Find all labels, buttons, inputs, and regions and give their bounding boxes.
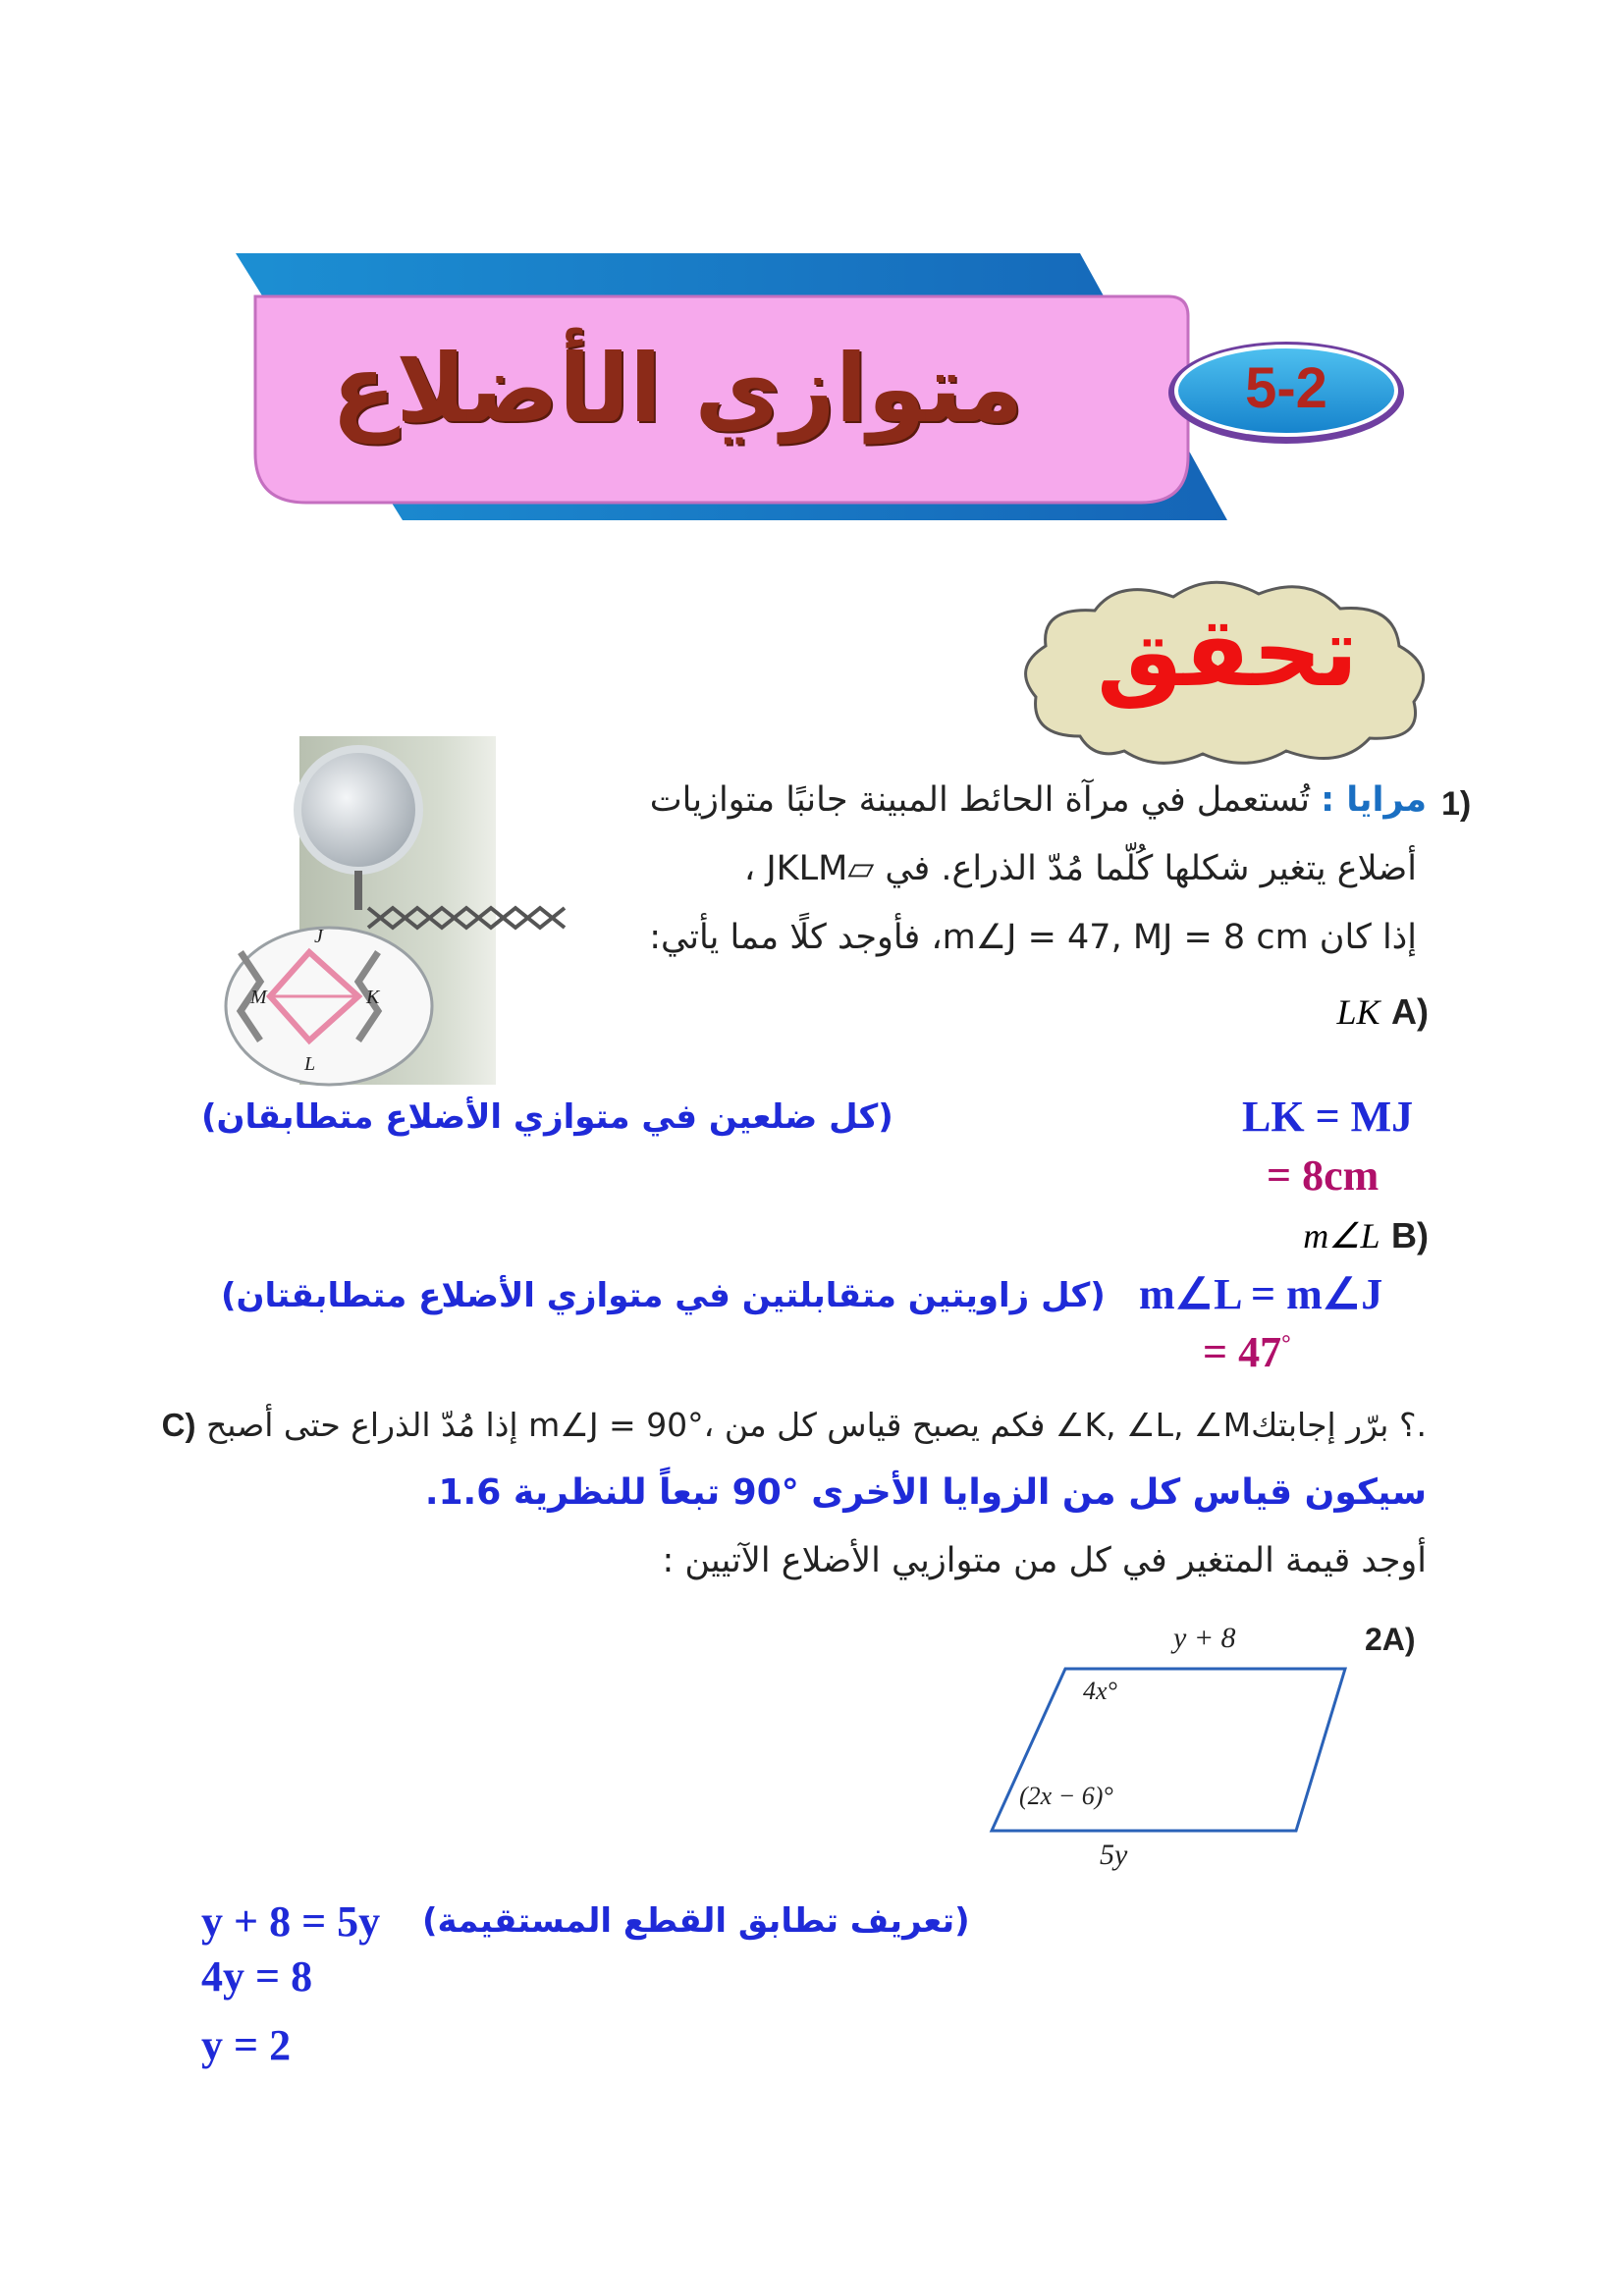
q1b-reason: (كل زاويتين متقابلتين في متوازي الأضلاع متطابقتان) [221,1276,1106,1315]
q1-line1 [650,780,1427,820]
q2-eq1: y + 8 = 5y [201,1897,381,1946]
figure-label-l: L [304,1053,316,1075]
q1c-prompt-text: إذا مُدّ الذراع حتى أصبح m∠J = 90°، فكم يصبح قياس كل من ∠K, ∠L, ∠M؟ برّر إجابتك. [205,1406,1427,1444]
q1a-eq2: = 8cm [1267,1151,1380,1200]
q1-line2: أضلاع يتغير شكلها كُلّما مُدّ الذراع. في ▱JKLM ، [743,849,1417,888]
fig-angle-bottom: (2x − 6)° [1019,1782,1113,1810]
degree-sign: ° [1281,1331,1291,1358]
q1b-marker: B) [1391,1215,1429,1255]
q1-number: 1) [1441,785,1472,823]
q1a-marker: A) [1391,991,1429,1032]
q1a-reason: (كل ضلعين في متوازي الأضلاع متطابقان) [201,1097,893,1137]
q1-line1-text: تُستعمل في مرآة الحائط المبينة جانبًا متوازيات [649,780,1310,820]
q1a-eq1: LK = MJ [1242,1093,1414,1141]
q1c-prompt [162,1406,1427,1444]
page-title: متوازي الأضلاع [331,334,1024,444]
q2-instruction: أوجد قيمة المتغير في كل من متوازيي الأضلاع الآتيين : [662,1541,1427,1580]
badge-label: تحقق [1096,597,1359,709]
fig-bottom-label: 5y [1100,1839,1128,1871]
q1b-prompt-text: m∠L [1303,1216,1380,1255]
q1-line3: إذا كان m∠J = 47, MJ = 8 cm، فأوجد كلًا مما يأتي: [649,918,1417,957]
fig-angle-top: 4x° [1083,1677,1117,1705]
fig-top-label: y + 8 [1173,1622,1236,1654]
q1b-prompt [1303,1215,1429,1256]
mirror-photo [211,736,589,1090]
q1c-marker: C) [161,1407,196,1443]
q1b-eq2-value: = 47 [1203,1328,1282,1376]
q1c-answer: سيكون قياس كل من الزوايا الأخرى °90 تبعاً للنظرية 1.6. [424,1472,1427,1513]
lesson-number: 5-2 [1245,356,1327,420]
q1a-prompt-text: LK [1336,992,1380,1032]
q1-topic-label: مرايا : [1321,780,1427,820]
figure-label-k: K [366,987,380,1008]
q1b-eq1: m∠L = m∠J [1139,1270,1383,1318]
figure-label-m: M [250,987,267,1008]
q2-reason: (تعريف تطابق القطع المستقيمة) [422,1901,970,1941]
q2a-marker: 2A) [1365,1622,1416,1657]
q2-eq2: 4y = 8 [201,1952,313,2001]
q2-eq3: y = 2 [201,2021,292,2069]
q1b-eq2 [1203,1327,1291,1377]
q1a-prompt [1337,991,1430,1033]
figure-label-j: J [314,926,323,947]
